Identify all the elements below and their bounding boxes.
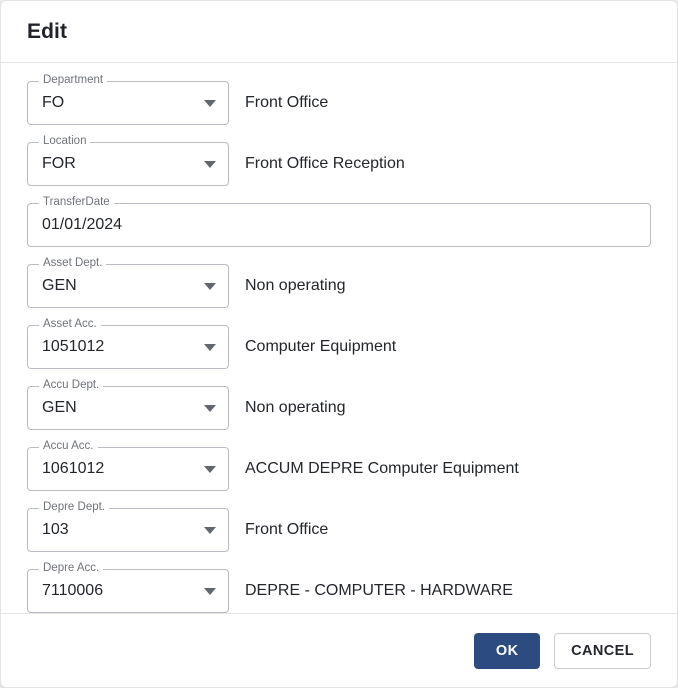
chevron-down-icon[interactable] <box>204 100 216 107</box>
chevron-down-icon[interactable] <box>204 405 216 412</box>
accu-dept-label: Accu Dept. <box>39 379 103 391</box>
page-title: Edit <box>27 19 68 43</box>
depre-dept-label: Depre Dept. <box>39 501 109 513</box>
department-description: Front Office <box>245 94 329 111</box>
ok-button[interactable]: OK <box>474 633 540 669</box>
asset-acc-select[interactable] <box>27 318 229 369</box>
cancel-button[interactable]: CANCEL <box>554 633 651 669</box>
depre-acc-description: DEPRE - COMPUTER - HARDWARE <box>245 582 513 599</box>
accu-acc-select[interactable] <box>27 440 229 491</box>
depre-dept-select[interactable] <box>27 501 229 552</box>
dialog-header <box>1 1 677 63</box>
field-row-accu-acc <box>27 440 651 491</box>
field-row-asset-acc <box>27 318 651 369</box>
department-select[interactable] <box>27 74 229 125</box>
accu-acc-description: ACCUM DEPRE Computer Equipment <box>245 460 519 477</box>
department-label: Department <box>39 74 107 86</box>
field-row-location <box>27 135 651 186</box>
chevron-down-icon[interactable] <box>204 344 216 351</box>
location-value: FOR <box>42 155 76 172</box>
accu-dept-select[interactable] <box>27 379 229 430</box>
transferdate-value[interactable]: 01/01/2024 <box>42 216 123 233</box>
depre-acc-select[interactable] <box>27 562 229 613</box>
dialog-footer <box>1 613 677 687</box>
asset-dept-description: Non operating <box>245 277 346 294</box>
asset-dept-value: GEN <box>42 277 77 294</box>
field-row-depre-acc <box>27 562 651 613</box>
accu-dept-description: Non operating <box>245 399 346 416</box>
depre-dept-description: Front Office <box>245 521 329 538</box>
asset-dept-label: Asset Dept. <box>39 257 106 269</box>
chevron-down-icon[interactable] <box>204 527 216 534</box>
department-value: FO <box>42 94 65 111</box>
transferdate-label: TransferDate <box>39 196 114 208</box>
field-row-transferdate <box>27 196 651 247</box>
chevron-down-icon[interactable] <box>204 466 216 473</box>
asset-acc-label: Asset Acc. <box>39 318 101 330</box>
accu-acc-label: Accu Acc. <box>39 440 98 452</box>
asset-dept-select[interactable] <box>27 257 229 308</box>
chevron-down-icon[interactable] <box>204 588 216 595</box>
asset-acc-value: 1051012 <box>42 338 105 355</box>
field-row-asset-dept <box>27 257 651 308</box>
accu-dept-value: GEN <box>42 399 77 416</box>
chevron-down-icon[interactable] <box>204 283 216 290</box>
accu-acc-value: 1061012 <box>42 460 105 477</box>
depre-dept-value: 103 <box>42 521 69 538</box>
field-row-depre-dept <box>27 501 651 552</box>
dialog-body <box>1 63 677 613</box>
location-label: Location <box>39 135 90 147</box>
depre-acc-label: Depre Acc. <box>39 562 103 574</box>
transferdate-field[interactable] <box>27 196 651 247</box>
field-row-accu-dept <box>27 379 651 430</box>
depre-acc-value: 7110006 <box>42 582 104 599</box>
location-description: Front Office Reception <box>245 155 405 172</box>
asset-acc-description: Computer Equipment <box>245 338 397 355</box>
location-select[interactable] <box>27 135 229 186</box>
field-row-department <box>27 74 651 125</box>
chevron-down-icon[interactable] <box>204 161 216 168</box>
